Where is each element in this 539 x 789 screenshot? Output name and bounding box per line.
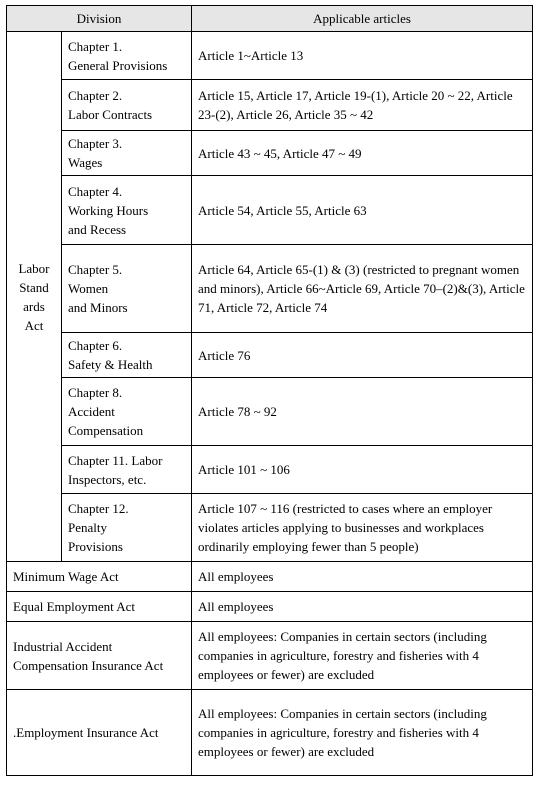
table-row	[7, 690, 533, 776]
chapter-name: Chapter 8. Accident Compensation	[62, 378, 192, 446]
chapter-articles: Article 101 ~ 106	[192, 446, 533, 494]
chapter-name: Chapter 6. Safety & Health	[62, 333, 192, 378]
division-header: Division	[7, 6, 192, 32]
applicable-articles-table	[6, 5, 533, 776]
chapter-name: Chapter 1. General Provisions	[62, 32, 192, 80]
chapter-articles: Article 78 ~ 92	[192, 378, 533, 446]
chapter-articles: Article 107 ~ 116 (restricted to cases where an employer violates articles applying to businesses and workplaces ordinarily employing fewer than 5 people)	[192, 494, 533, 562]
table-header-row	[7, 6, 533, 32]
act-name: .Employment Insurance Act	[7, 690, 192, 776]
chapter-name: Chapter 5. Women and Minors	[62, 245, 192, 333]
table-row	[7, 176, 533, 245]
table-row	[7, 245, 533, 333]
act-articles: All employees: Companies in certain sectors (including companies in agriculture, forestry and fisheries with 4 employees or fewer) are excluded	[192, 622, 533, 690]
chapter-articles: Article 43 ~ 45, Article 47 ~ 49	[192, 131, 533, 176]
articles-header: Applicable articles	[192, 6, 533, 32]
act-name: Industrial Accident Compensation Insurance Act	[7, 622, 192, 690]
chapter-name: Chapter 2. Labor Contracts	[62, 80, 192, 131]
table-row	[7, 131, 533, 176]
chapter-name: Chapter 12. Penalty Provisions	[62, 494, 192, 562]
act-name: Minimum Wage Act	[7, 562, 192, 592]
table-row	[7, 622, 533, 690]
chapter-name: Chapter 3. Wages	[62, 131, 192, 176]
chapter-articles: Article 15, Article 17, Article 19-(1), Article 20 ~ 22, Article 23-(2), Article 26, Article 35 ~ 42	[192, 80, 533, 131]
act-name: Equal Employment Act	[7, 592, 192, 622]
table-row	[7, 494, 533, 562]
chapter-articles: Article 1~Article 13	[192, 32, 533, 80]
chapter-name: Chapter 4. Working Hours and Recess	[62, 176, 192, 245]
chapter-articles: Article 64, Article 65-(1) & (3) (restricted to pregnant women and minors), Article 66~Article 69, Article 70–(2)&(3), Article 71, Article 72, Article 74	[192, 245, 533, 333]
chapter-articles: Article 54, Article 55, Article 63	[192, 176, 533, 245]
table-row	[7, 562, 533, 592]
labor-standards-act-label: Labor Stand ards Act	[7, 32, 62, 562]
table-row	[7, 378, 533, 446]
act-articles: All employees: Companies in certain sectors (including companies in agriculture, forestry and fisheries with 4 employees or fewer) are excluded	[192, 690, 533, 776]
table-row	[7, 32, 533, 80]
chapter-articles: Article 76	[192, 333, 533, 378]
table-row	[7, 80, 533, 131]
table-row	[7, 333, 533, 378]
act-articles: All employees	[192, 562, 533, 592]
table-row	[7, 446, 533, 494]
table-row	[7, 592, 533, 622]
act-articles: All employees	[192, 592, 533, 622]
chapter-name: Chapter 11. Labor Inspectors, etc.	[62, 446, 192, 494]
